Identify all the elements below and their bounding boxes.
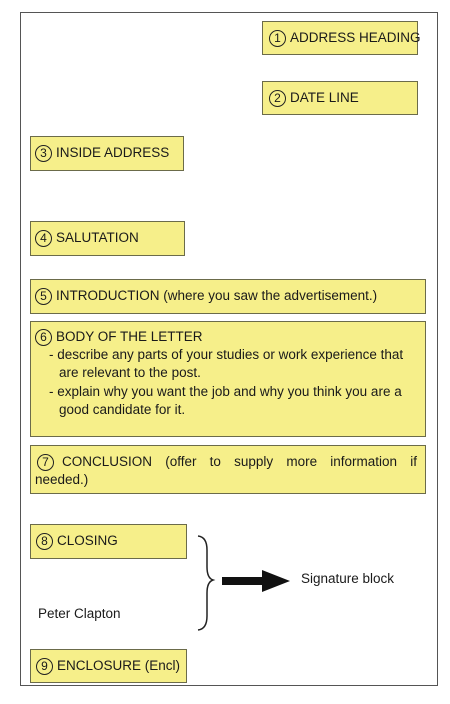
number-circle: 1 — [269, 30, 286, 47]
number-circle: 7 — [37, 454, 54, 471]
enclosure-box — [30, 649, 187, 683]
number-circle: 6 — [35, 329, 52, 346]
enclosure-label: ENCLOSURE (Encl) — [57, 657, 181, 673]
inside-address-label: INSIDE ADDRESS — [56, 145, 170, 161]
arrow-icon — [222, 570, 290, 592]
number-circle: 2 — [269, 90, 286, 107]
salutation-label: SALUTATION — [56, 230, 139, 246]
signature-block-label: Signature block — [301, 571, 395, 586]
closing-label: CLOSING — [57, 533, 118, 549]
address-heading-label: ADDRESS HEADING — [290, 29, 421, 45]
number-circle: 8 — [36, 533, 53, 550]
date-line-label: DATE LINE — [290, 89, 359, 105]
introduction-label: INTRODUCTION (where you saw the advertisement.) — [56, 288, 378, 304]
number-circle: 4 — [35, 230, 52, 247]
body-bullet: - explain why you want the job and why you think you are a good candidate for it. — [49, 383, 402, 417]
number-circle: 3 — [35, 145, 52, 162]
signature-name: Peter Clapton — [38, 606, 121, 621]
conclusion-label: CONCLUSION (offer to supply more information if needed.) — [35, 454, 417, 488]
curly-brace — [198, 536, 213, 630]
body-of-letter-label: BODY OF THE LETTER — [56, 329, 203, 344]
number-circle: 9 — [36, 658, 53, 675]
number-circle: 5 — [35, 288, 52, 305]
body-bullet: - describe any parts of your studies or work experience that are relevant to the post. — [49, 347, 404, 381]
